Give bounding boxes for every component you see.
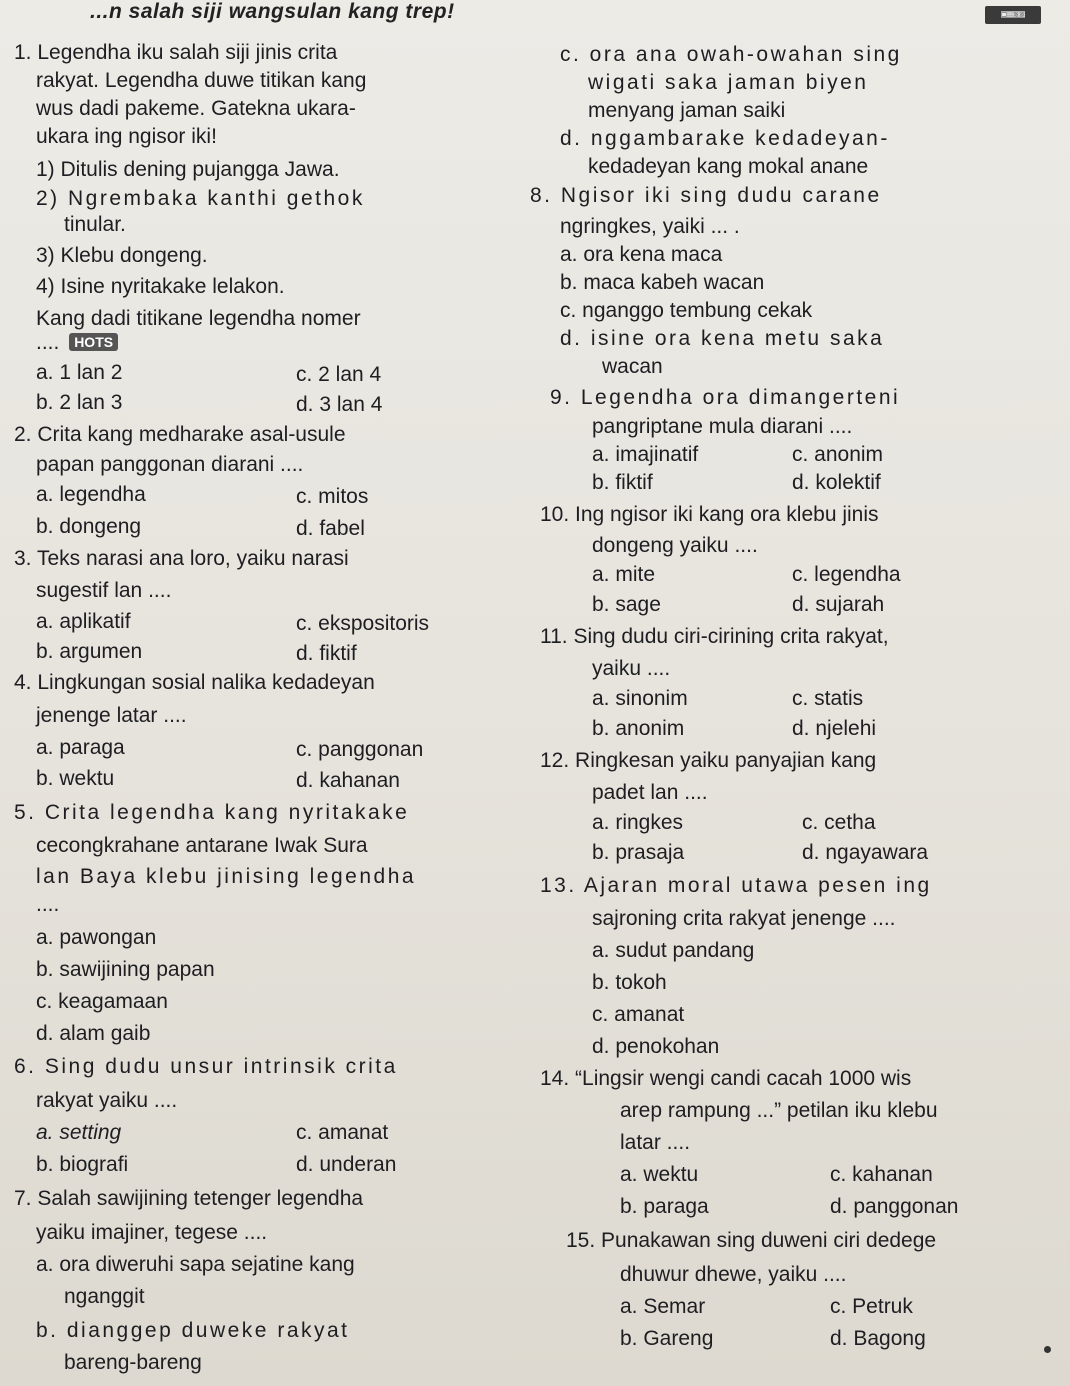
question-text: sajroning crita rakyat jenenge ....: [592, 907, 896, 930]
qr-code-icon: ▣▦▧▨: [985, 6, 1041, 24]
option-d[interactable]: d. penokohan: [592, 1035, 720, 1058]
question-text: rakyat yaiku ....: [36, 1089, 178, 1112]
option-b[interactable]: b. argumen: [36, 640, 143, 663]
option-d-cont: kedadeyan kang mokal anane: [588, 155, 869, 178]
option-d[interactable]: d. fiktif: [296, 642, 357, 665]
option-d[interactable]: d. Bagong: [830, 1327, 926, 1350]
question-text: yaiku imajiner, tegese ....: [36, 1221, 268, 1244]
option-a[interactable]: a. pawongan: [36, 926, 157, 949]
question-text: [36, 330, 118, 356]
question-text: dongeng yaiku ....: [592, 534, 758, 557]
question-text: sugestif lan ....: [36, 579, 172, 602]
option-d[interactable]: d. nggambarake kedadeyan-: [560, 127, 890, 150]
option-d[interactable]: d. sujarah: [792, 593, 885, 616]
option-b[interactable]: b. sage: [592, 593, 661, 616]
question-text: ngringkes, yaiki ... .: [560, 215, 740, 238]
option-c[interactable]: c. anonim: [792, 443, 884, 466]
question-text: papan panggonan diarani ....: [36, 453, 304, 476]
option-c[interactable]: c. amanat: [296, 1121, 389, 1144]
option-c[interactable]: c. keagamaan: [36, 990, 168, 1013]
option-a[interactable]: a. ora diweruhi sapa sejatine kang: [36, 1253, 355, 1276]
option-d[interactable]: d. kolektif: [792, 471, 881, 494]
ellipsis: ....: [36, 331, 60, 354]
question-text: 7. Salah sawijining tetenger legendha: [14, 1187, 364, 1210]
option-c[interactable]: c. ekspositoris: [296, 612, 430, 635]
statement-1: 1) Ditulis dening pujangga Jawa.: [36, 158, 340, 181]
question-text: 9. Legendha ora dimangerteni: [550, 386, 901, 409]
option-d-cont: wacan: [602, 355, 663, 378]
option-b[interactable]: b. wektu: [36, 767, 115, 790]
question-text: 8. Ngisor iki sing dudu carane: [530, 184, 882, 207]
question-text: 4. Lingkungan sosial nalika kedadeyan: [14, 671, 375, 694]
option-d[interactable]: d. alam gaib: [36, 1022, 151, 1045]
option-b[interactable]: b. fiktif: [592, 471, 653, 494]
option-a[interactable]: a. paraga: [36, 736, 125, 759]
question-text: 1. Legendha iku salah siji jinis crita: [14, 41, 338, 64]
option-a[interactable]: a. ora kena maca: [560, 243, 723, 266]
option-a[interactable]: a. imajinatif: [592, 443, 699, 466]
option-a[interactable]: a. setting: [36, 1121, 122, 1144]
statement-2-cont: tinular.: [64, 213, 126, 236]
option-b[interactable]: b. sawijining papan: [36, 958, 215, 981]
option-c-cont: menyang jaman saiki: [588, 99, 786, 122]
question-text: latar ....: [620, 1131, 691, 1154]
question-text: 15. Punakawan sing duweni ciri dedege: [566, 1229, 937, 1252]
option-c[interactable]: c. ora ana owah-owahan sing: [560, 43, 902, 66]
option-a[interactable]: a. ringkes: [592, 811, 684, 834]
option-c[interactable]: c. panggonan: [296, 738, 424, 761]
option-c[interactable]: c. kahanan: [830, 1163, 933, 1186]
option-b[interactable]: b. 2 lan 3: [36, 391, 123, 414]
option-a[interactable]: a. sinonim: [592, 687, 688, 710]
question-text: 5. Crita legendha kang nyritakake: [14, 801, 410, 824]
option-a[interactable]: a. wektu: [620, 1163, 699, 1186]
option-a[interactable]: a. 1 lan 2: [36, 361, 123, 384]
option-c[interactable]: c. cetha: [802, 811, 876, 834]
question-text: ukara ing ngisor iki!: [36, 125, 217, 148]
option-a[interactable]: a. sudut pandang: [592, 939, 755, 962]
question-text: yaiku ....: [592, 657, 671, 680]
question-text: 3. Teks narasi ana loro, yaiku narasi: [14, 547, 349, 570]
question-text: 11. Sing dudu ciri-cirining crita rakyat,: [540, 625, 889, 648]
option-a-cont: nganggit: [64, 1285, 145, 1308]
statement-4: 4) Isine nyritakake lelakon.: [36, 275, 285, 298]
question-text: 2. Crita kang medharake asal-usule: [14, 423, 346, 446]
instruction-header: ...n salah siji wangsulan kang trep!: [90, 0, 455, 23]
option-a[interactable]: a. aplikatif: [36, 610, 131, 633]
question-text: 14. “Lingsir wengi candi cacah 1000 wis: [540, 1067, 912, 1090]
option-c-cont: wigati saka jaman biyen: [588, 71, 869, 94]
option-c[interactable]: c. Petruk: [830, 1295, 913, 1318]
option-b[interactable]: b. Gareng: [620, 1327, 714, 1350]
option-b[interactable]: b. dianggep duweke rakyat: [36, 1319, 350, 1342]
question-text: wus dadi pakeme. Gatekna ukara-: [36, 97, 356, 120]
option-c[interactable]: c. nganggo tembung cekak: [560, 299, 813, 322]
question-text: lan Baya klebu jinising legendha: [36, 865, 417, 888]
question-text: 6. Sing dudu unsur intrinsik crita: [14, 1055, 398, 1078]
question-text: 13. Ajaran moral utawa pesen ing: [540, 874, 932, 897]
option-d[interactable]: d. ngayawara: [802, 841, 929, 864]
option-b[interactable]: b. paraga: [620, 1195, 709, 1218]
question-text: jenenge latar ....: [36, 704, 187, 727]
question-text: Kang dadi titikane legendha nomer: [36, 307, 361, 330]
statement-2: 2) Ngrembaka kanthi gethok: [36, 187, 365, 210]
option-c[interactable]: c. amanat: [592, 1003, 685, 1026]
question-text: rakyat. Legendha duwe titikan kang: [36, 69, 367, 92]
ink-dot-mark: [1044, 1346, 1051, 1353]
option-a[interactable]: a. legendha: [36, 483, 146, 506]
option-c[interactable]: c. 2 lan 4: [296, 363, 382, 386]
question-text: 12. Ringkesan yaiku panyajian kang: [540, 749, 877, 772]
option-c[interactable]: c. mitos: [296, 485, 369, 508]
option-b[interactable]: b. tokoh: [592, 971, 667, 994]
hots-badge: HOTS: [69, 333, 118, 351]
question-text: pangriptane mula diarani ....: [592, 415, 853, 438]
option-b[interactable]: b. dongeng: [36, 515, 142, 538]
option-d[interactable]: d. 3 lan 4: [296, 393, 383, 416]
option-d[interactable]: d. kahanan: [296, 769, 400, 792]
question-text: cecongkrahane antarane Iwak Sura: [36, 834, 368, 857]
question-text: dhuwur dhewe, yaiku ....: [620, 1263, 847, 1286]
option-b[interactable]: b. anonim: [592, 717, 685, 740]
option-d[interactable]: d. isine ora kena metu saka: [560, 327, 885, 350]
option-b-cont: bareng-bareng: [64, 1351, 202, 1374]
statement-3: 3) Klebu dongeng.: [36, 244, 208, 267]
option-c[interactable]: c. statis: [792, 687, 864, 710]
option-d[interactable]: d. njelehi: [792, 717, 877, 740]
option-a[interactable]: a. Semar: [620, 1295, 706, 1318]
option-b[interactable]: b. biografi: [36, 1153, 129, 1176]
option-d[interactable]: d. fabel: [296, 517, 365, 540]
option-d[interactable]: d. panggonan: [830, 1195, 959, 1218]
question-text: 10. Ing ngisor iki kang ora klebu jinis: [540, 503, 879, 526]
option-a[interactable]: a. mite: [592, 563, 656, 586]
option-b[interactable]: b. prasaja: [592, 841, 685, 864]
option-d[interactable]: d. underan: [296, 1153, 397, 1176]
option-c[interactable]: c. legendha: [792, 563, 901, 586]
option-b[interactable]: b. maca kabeh wacan: [560, 271, 765, 294]
question-text: ....: [36, 893, 60, 916]
question-text: arep rampung ...” petilan iku klebu: [620, 1099, 938, 1122]
question-text: padet lan ....: [592, 781, 708, 804]
